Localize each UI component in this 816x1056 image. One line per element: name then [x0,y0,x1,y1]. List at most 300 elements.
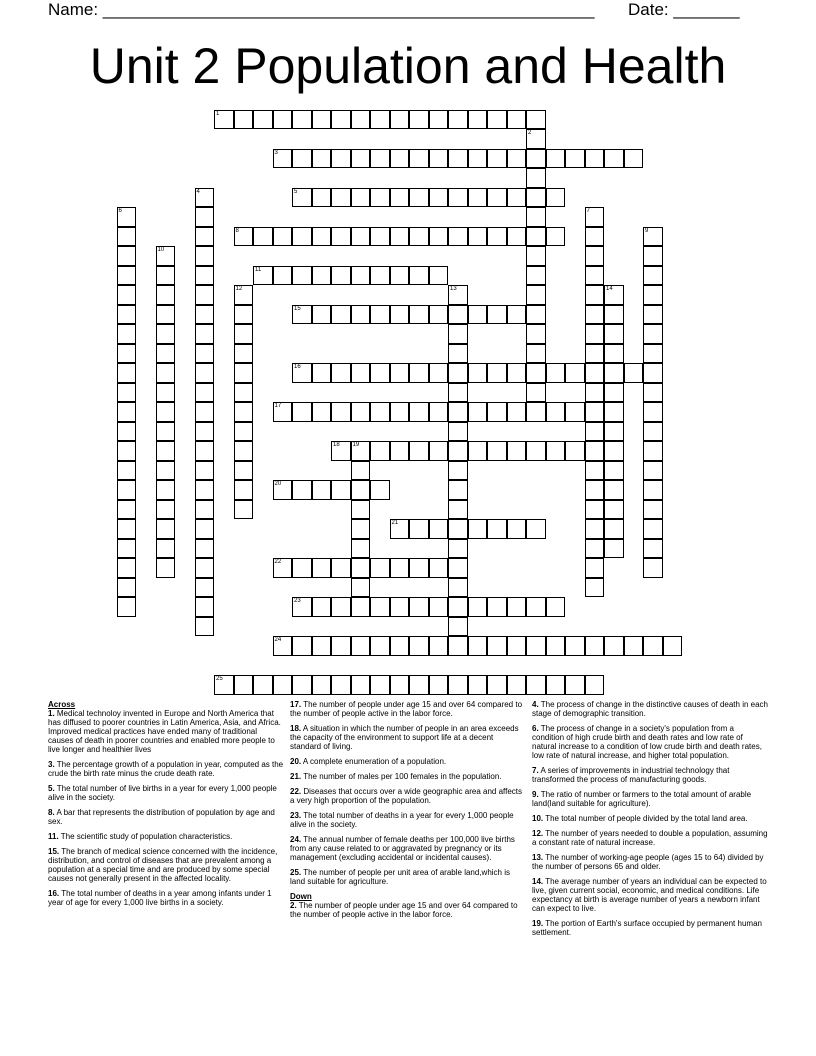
grid-cell[interactable] [526,519,546,539]
grid-cell[interactable] [546,227,566,247]
grid-cell[interactable] [546,363,566,383]
grid-cell[interactable] [526,305,546,325]
grid-cell[interactable] [234,480,254,500]
grid-cell[interactable] [468,597,488,617]
grid-cell[interactable] [604,422,624,442]
grid-cell[interactable] [546,441,566,461]
grid-cell[interactable] [292,597,312,617]
grid-cell[interactable] [331,363,351,383]
grid-cell[interactable] [663,636,683,656]
grid-cell[interactable] [234,305,254,325]
grid-cell[interactable] [643,480,663,500]
grid-cell[interactable] [448,539,468,559]
grid-cell[interactable] [312,597,332,617]
grid-cell[interactable] [234,500,254,520]
grid-cell[interactable] [565,363,585,383]
grid-cell[interactable] [585,461,605,481]
grid-cell[interactable] [643,344,663,364]
grid-cell[interactable] [351,363,371,383]
grid-cell[interactable] [643,636,663,656]
grid-cell[interactable] [448,110,468,130]
grid-cell[interactable] [234,363,254,383]
grid-cell[interactable] [292,266,312,286]
grid-cell[interactable] [624,363,644,383]
grid-cell[interactable] [526,675,546,695]
grid-cell[interactable] [429,149,449,169]
grid-cell[interactable] [546,636,566,656]
grid-cell[interactable] [526,636,546,656]
grid-cell[interactable] [312,227,332,247]
grid-cell[interactable] [156,324,176,344]
grid-cell[interactable] [234,461,254,481]
grid-cell[interactable] [234,110,254,130]
grid-cell[interactable] [526,441,546,461]
grid-cell[interactable] [253,675,273,695]
grid-cell[interactable] [195,422,215,442]
grid-cell[interactable] [390,402,410,422]
grid-cell[interactable] [117,402,137,422]
grid-cell[interactable] [117,344,137,364]
grid-cell[interactable] [117,363,137,383]
grid-cell[interactable] [351,441,371,461]
grid-cell[interactable] [331,305,351,325]
name-line[interactable]: Name: ____________________________________________________ [48,0,595,19]
grid-cell[interactable] [409,558,429,578]
grid-cell[interactable] [526,324,546,344]
grid-cell[interactable] [370,558,390,578]
grid-cell[interactable] [370,402,390,422]
grid-cell[interactable] [195,402,215,422]
grid-cell[interactable] [487,363,507,383]
grid-cell[interactable] [468,519,488,539]
grid-cell[interactable] [370,675,390,695]
grid-cell[interactable] [429,188,449,208]
grid-cell[interactable] [526,344,546,364]
grid-cell[interactable] [546,597,566,617]
grid-cell[interactable] [429,227,449,247]
grid-cell[interactable] [390,441,410,461]
grid-cell[interactable] [448,363,468,383]
grid-cell[interactable] [273,675,293,695]
grid-cell[interactable] [292,675,312,695]
grid-cell[interactable] [351,149,371,169]
grid-cell[interactable] [604,500,624,520]
grid-cell[interactable] [468,441,488,461]
grid-cell[interactable] [117,246,137,266]
grid-cell[interactable] [526,168,546,188]
grid-cell[interactable] [409,519,429,539]
grid-cell[interactable] [409,402,429,422]
grid-cell[interactable] [507,597,527,617]
grid-cell[interactable] [156,305,176,325]
grid-cell[interactable] [370,110,390,130]
grid-cell[interactable] [585,500,605,520]
grid-cell[interactable] [390,227,410,247]
grid-cell[interactable] [624,149,644,169]
grid-cell[interactable] [292,227,312,247]
grid-cell[interactable] [195,558,215,578]
grid-cell[interactable] [156,558,176,578]
grid-cell[interactable] [117,480,137,500]
grid-cell[interactable] [234,441,254,461]
grid-cell[interactable] [351,539,371,559]
grid-cell[interactable] [526,227,546,247]
grid-cell[interactable] [468,402,488,422]
grid-cell[interactable] [526,207,546,227]
grid-cell[interactable] [487,149,507,169]
grid-cell[interactable] [234,383,254,403]
grid-cell[interactable] [604,344,624,364]
grid-cell[interactable] [643,246,663,266]
grid-cell[interactable] [117,519,137,539]
grid-cell[interactable] [117,578,137,598]
grid-cell[interactable] [429,519,449,539]
grid-cell[interactable] [487,519,507,539]
grid-cell[interactable] [468,675,488,695]
grid-cell[interactable] [273,558,293,578]
grid-cell[interactable] [526,129,546,149]
grid-cell[interactable] [448,461,468,481]
grid-cell[interactable] [117,305,137,325]
grid-cell[interactable] [604,324,624,344]
grid-cell[interactable] [546,188,566,208]
grid-cell[interactable] [409,110,429,130]
grid-cell[interactable] [117,324,137,344]
grid-cell[interactable] [292,110,312,130]
grid-cell[interactable] [117,207,137,227]
grid-cell[interactable] [526,149,546,169]
grid-cell[interactable] [117,422,137,442]
grid-cell[interactable] [312,110,332,130]
grid-cell[interactable] [468,149,488,169]
grid-cell[interactable] [195,578,215,598]
grid-cell[interactable] [468,305,488,325]
grid-cell[interactable] [370,597,390,617]
grid-cell[interactable] [468,188,488,208]
grid-cell[interactable] [390,597,410,617]
grid-cell[interactable] [526,402,546,422]
grid-cell[interactable] [429,402,449,422]
grid-cell[interactable] [273,402,293,422]
grid-cell[interactable] [292,363,312,383]
grid-cell[interactable] [507,363,527,383]
grid-cell[interactable] [195,207,215,227]
grid-cell[interactable] [195,383,215,403]
grid-cell[interactable] [292,480,312,500]
grid-cell[interactable] [331,227,351,247]
grid-cell[interactable] [370,480,390,500]
grid-cell[interactable] [487,441,507,461]
grid-cell[interactable] [585,422,605,442]
grid-cell[interactable] [273,266,293,286]
grid-cell[interactable] [468,110,488,130]
grid-cell[interactable] [292,636,312,656]
grid-cell[interactable] [409,227,429,247]
grid-cell[interactable] [351,636,371,656]
grid-cell[interactable] [351,500,371,520]
grid-cell[interactable] [604,539,624,559]
grid-cell[interactable] [448,578,468,598]
grid-cell[interactable] [351,558,371,578]
grid-cell[interactable] [448,675,468,695]
grid-cell[interactable] [370,188,390,208]
grid-cell[interactable] [448,324,468,344]
grid-cell[interactable] [234,675,254,695]
grid-cell[interactable] [409,636,429,656]
grid-cell[interactable] [448,285,468,305]
grid-cell[interactable] [448,402,468,422]
grid-cell[interactable] [604,519,624,539]
grid-cell[interactable] [448,558,468,578]
grid-cell[interactable] [156,402,176,422]
grid-cell[interactable] [604,363,624,383]
grid-cell[interactable] [253,227,273,247]
grid-cell[interactable] [487,227,507,247]
grid-cell[interactable] [429,363,449,383]
grid-cell[interactable] [331,441,351,461]
grid-cell[interactable] [370,363,390,383]
grid-cell[interactable] [195,519,215,539]
grid-cell[interactable] [195,188,215,208]
grid-cell[interactable] [195,500,215,520]
grid-cell[interactable] [351,519,371,539]
grid-cell[interactable] [429,636,449,656]
grid-cell[interactable] [507,441,527,461]
grid-cell[interactable] [234,227,254,247]
grid-cell[interactable] [234,344,254,364]
date-line[interactable]: Date: _______ [628,0,740,19]
grid-cell[interactable] [585,285,605,305]
grid-cell[interactable] [585,539,605,559]
grid-cell[interactable] [117,597,137,617]
grid-cell[interactable] [117,227,137,247]
grid-cell[interactable] [117,558,137,578]
grid-cell[interactable] [273,636,293,656]
grid-cell[interactable] [643,539,663,559]
grid-cell[interactable] [585,578,605,598]
grid-cell[interactable] [507,188,527,208]
grid-cell[interactable] [331,480,351,500]
grid-cell[interactable] [331,675,351,695]
grid-cell[interactable] [604,480,624,500]
grid-cell[interactable] [156,422,176,442]
grid-cell[interactable] [331,110,351,130]
grid-cell[interactable] [331,402,351,422]
grid-cell[interactable] [234,422,254,442]
grid-cell[interactable] [565,402,585,422]
grid-cell[interactable] [585,149,605,169]
grid-cell[interactable] [390,149,410,169]
grid-cell[interactable] [487,597,507,617]
grid-cell[interactable] [156,539,176,559]
grid-cell[interactable] [273,149,293,169]
grid-cell[interactable] [546,402,566,422]
grid-cell[interactable] [312,675,332,695]
grid-cell[interactable] [448,441,468,461]
grid-cell[interactable] [604,402,624,422]
grid-cell[interactable] [448,227,468,247]
grid-cell[interactable] [273,110,293,130]
grid-cell[interactable] [643,461,663,481]
grid-cell[interactable] [507,305,527,325]
grid-cell[interactable] [448,636,468,656]
grid-cell[interactable] [429,597,449,617]
grid-cell[interactable] [156,285,176,305]
grid-cell[interactable] [351,266,371,286]
grid-cell[interactable] [526,363,546,383]
grid-cell[interactable] [604,149,624,169]
grid-cell[interactable] [390,675,410,695]
grid-cell[interactable] [448,422,468,442]
grid-cell[interactable] [487,188,507,208]
grid-cell[interactable] [292,402,312,422]
grid-cell[interactable] [585,480,605,500]
grid-cell[interactable] [643,422,663,442]
grid-cell[interactable] [195,266,215,286]
grid-cell[interactable] [565,675,585,695]
grid-cell[interactable] [409,363,429,383]
grid-cell[interactable] [312,188,332,208]
grid-cell[interactable] [448,344,468,364]
grid-cell[interactable] [195,285,215,305]
grid-cell[interactable] [526,188,546,208]
grid-cell[interactable] [604,305,624,325]
grid-cell[interactable] [526,110,546,130]
grid-cell[interactable] [429,305,449,325]
grid-cell[interactable] [195,305,215,325]
grid-cell[interactable] [390,363,410,383]
grid-cell[interactable] [604,461,624,481]
grid-cell[interactable] [195,227,215,247]
grid-cell[interactable] [409,597,429,617]
grid-cell[interactable] [273,227,293,247]
grid-cell[interactable] [643,363,663,383]
grid-cell[interactable] [585,675,605,695]
grid-cell[interactable] [526,266,546,286]
grid-cell[interactable] [429,441,449,461]
grid-cell[interactable] [585,324,605,344]
grid-cell[interactable] [195,617,215,637]
grid-cell[interactable] [429,266,449,286]
grid-cell[interactable] [370,149,390,169]
grid-cell[interactable] [351,480,371,500]
grid-cell[interactable] [370,266,390,286]
grid-cell[interactable] [507,110,527,130]
grid-cell[interactable] [487,402,507,422]
grid-cell[interactable] [312,149,332,169]
grid-cell[interactable] [156,344,176,364]
grid-cell[interactable] [331,188,351,208]
grid-cell[interactable] [351,578,371,598]
grid-cell[interactable] [331,266,351,286]
grid-cell[interactable] [117,461,137,481]
grid-cell[interactable] [585,207,605,227]
grid-cell[interactable] [156,500,176,520]
grid-cell[interactable] [390,266,410,286]
grid-cell[interactable] [195,344,215,364]
grid-cell[interactable] [604,285,624,305]
grid-cell[interactable] [234,285,254,305]
grid-cell[interactable] [195,480,215,500]
grid-cell[interactable] [507,149,527,169]
grid-cell[interactable] [487,675,507,695]
grid-cell[interactable] [507,227,527,247]
grid-cell[interactable] [351,227,371,247]
grid-cell[interactable] [507,519,527,539]
grid-cell[interactable] [156,363,176,383]
grid-cell[interactable] [565,636,585,656]
grid-cell[interactable] [253,266,273,286]
grid-cell[interactable] [468,363,488,383]
grid-cell[interactable] [585,305,605,325]
grid-cell[interactable] [156,383,176,403]
grid-cell[interactable] [351,402,371,422]
grid-cell[interactable] [429,558,449,578]
grid-cell[interactable] [585,227,605,247]
grid-cell[interactable] [448,617,468,637]
grid-cell[interactable] [390,558,410,578]
grid-cell[interactable] [117,383,137,403]
grid-cell[interactable] [604,441,624,461]
grid-cell[interactable] [390,519,410,539]
grid-cell[interactable] [546,675,566,695]
grid-cell[interactable] [565,149,585,169]
grid-cell[interactable] [526,246,546,266]
grid-cell[interactable] [409,441,429,461]
grid-cell[interactable] [409,305,429,325]
grid-cell[interactable] [312,402,332,422]
grid-cell[interactable] [312,558,332,578]
grid-cell[interactable] [468,636,488,656]
grid-cell[interactable] [351,188,371,208]
grid-cell[interactable] [643,558,663,578]
grid-cell[interactable] [390,305,410,325]
grid-cell[interactable] [624,636,644,656]
grid-cell[interactable] [195,441,215,461]
grid-cell[interactable] [195,363,215,383]
grid-cell[interactable] [409,188,429,208]
grid-cell[interactable] [585,636,605,656]
grid-cell[interactable] [643,519,663,539]
grid-cell[interactable] [643,285,663,305]
grid-cell[interactable] [370,305,390,325]
grid-cell[interactable] [273,480,293,500]
grid-cell[interactable] [448,519,468,539]
grid-cell[interactable] [448,149,468,169]
grid-cell[interactable] [156,480,176,500]
grid-cell[interactable] [234,324,254,344]
grid-cell[interactable] [390,636,410,656]
grid-cell[interactable] [292,149,312,169]
grid-cell[interactable] [351,305,371,325]
grid-cell[interactable] [585,441,605,461]
grid-cell[interactable] [156,519,176,539]
grid-cell[interactable] [331,558,351,578]
grid-cell[interactable] [643,305,663,325]
grid-cell[interactable] [585,344,605,364]
grid-cell[interactable] [312,266,332,286]
grid-cell[interactable] [448,597,468,617]
grid-cell[interactable] [585,266,605,286]
grid-cell[interactable] [643,324,663,344]
grid-cell[interactable] [292,558,312,578]
grid-cell[interactable] [409,675,429,695]
grid-cell[interactable] [370,441,390,461]
grid-cell[interactable] [585,558,605,578]
grid-cell[interactable] [448,500,468,520]
grid-cell[interactable] [370,227,390,247]
grid-cell[interactable] [292,188,312,208]
